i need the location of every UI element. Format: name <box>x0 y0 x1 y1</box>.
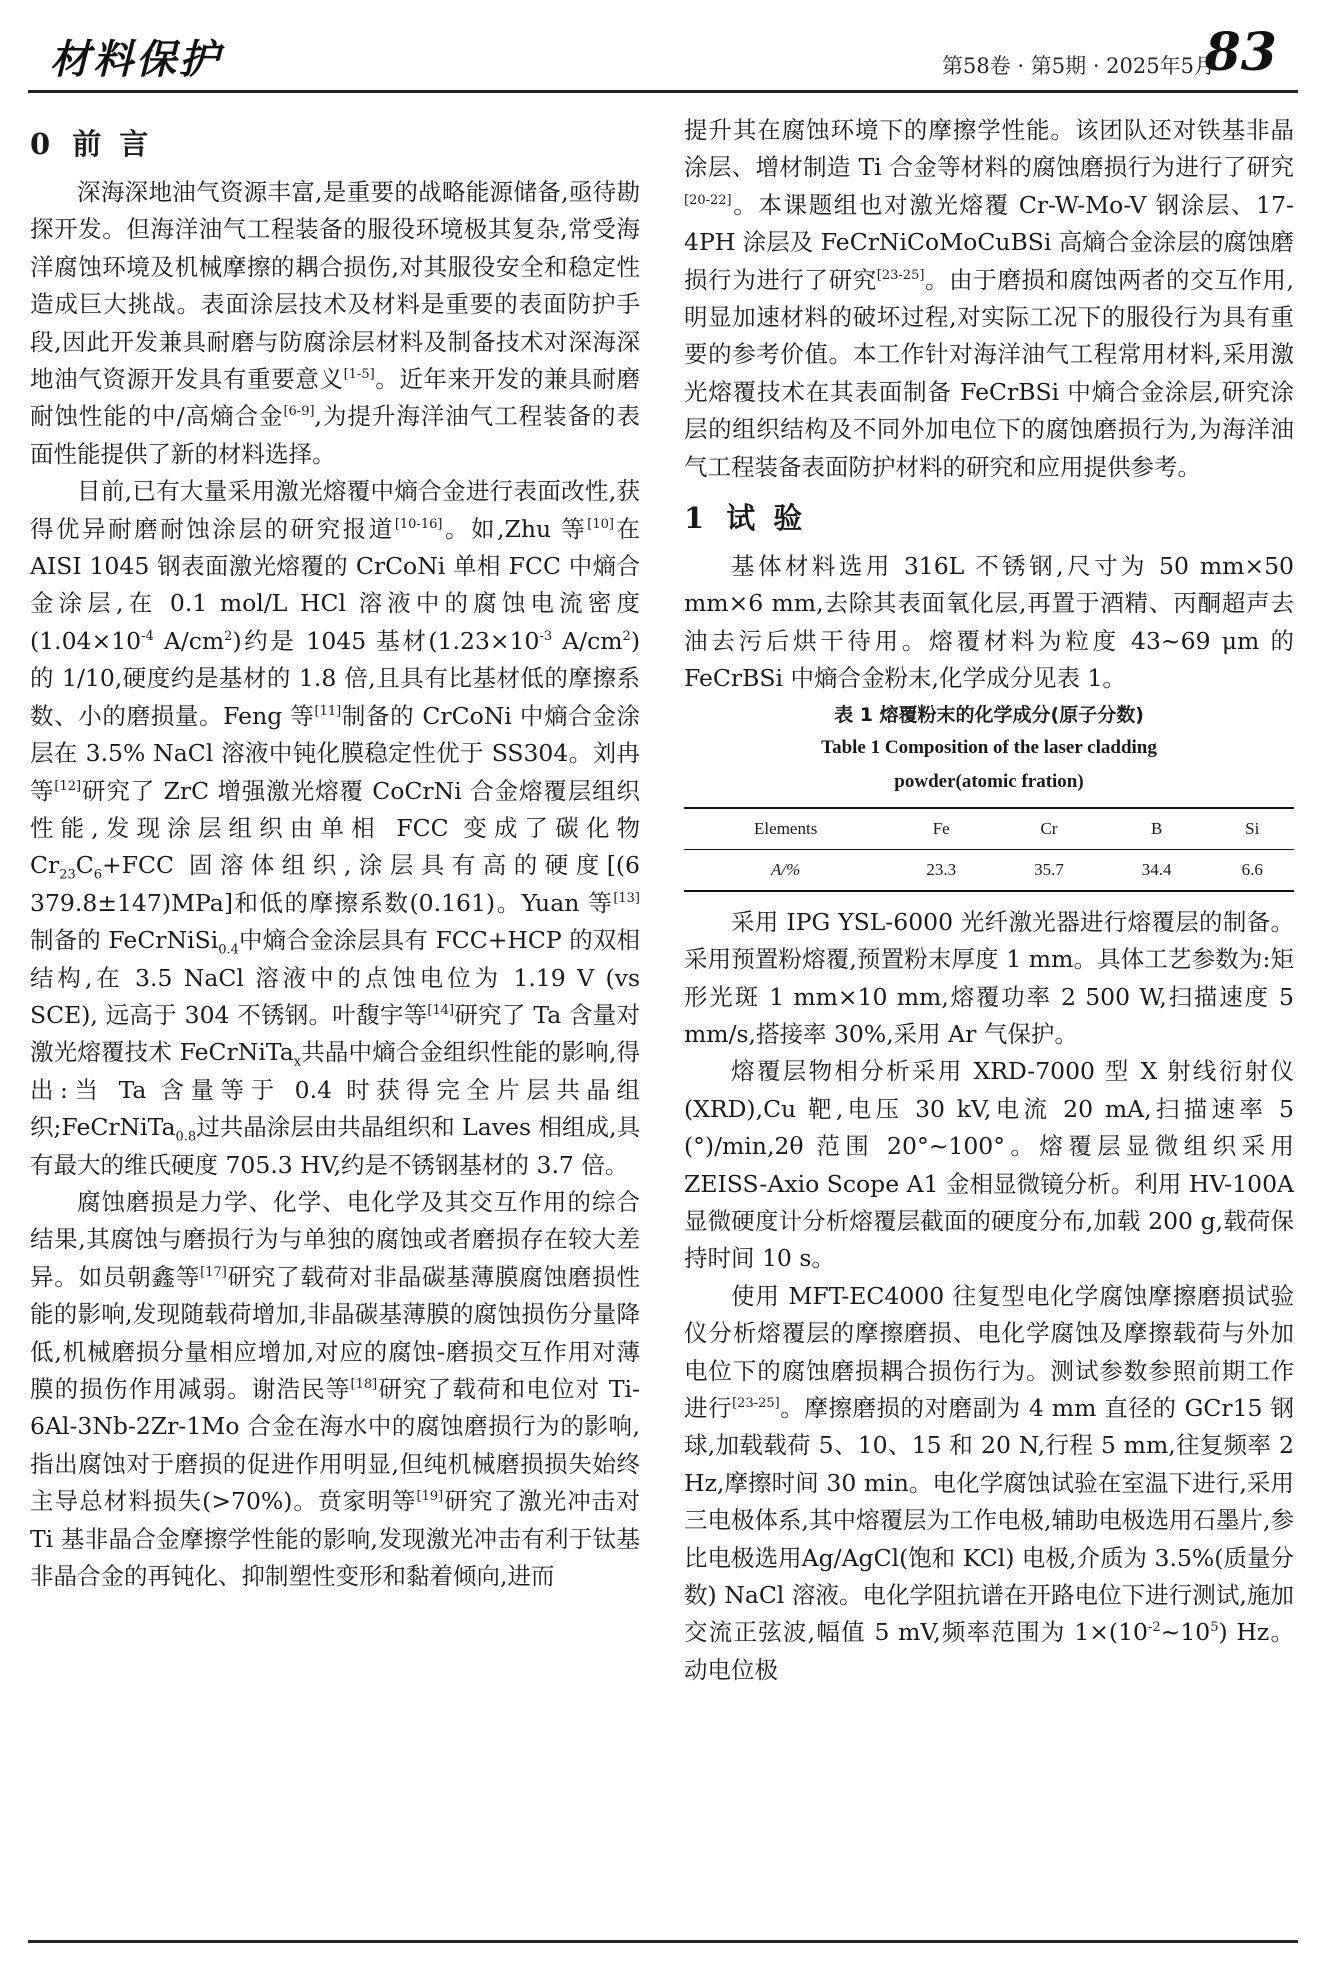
paragraph: 深海深地油气资源丰富,是重要的战略能源储备,亟待勘探开发。但海洋油气工程装备的服役环境极其复杂,常受海洋腐蚀环境及机械摩擦的耦合损伤,对其服役安全和稳定性造成巨大挑战。表面涂层技术及材料是重要的表面防护手段,因此开发兼具耐磨与防腐涂层材料及制备技术对深海深地油气资源开发具有重要意义[1-5]。近年来开发的兼具耐磨耐蚀性能的中/高熵合金[6-9],为提升海洋油气工程装备的表面性能提供了新的材料选择。 <box>30 178 641 468</box>
table-caption-cn: 表 1 熔覆粉末的化学成分(原子分数) <box>834 703 1144 726</box>
page-header <box>0 0 1325 95</box>
table-header-row <box>684 808 1294 850</box>
citation: [12] <box>54 778 82 794</box>
footer-rule <box>28 1940 1298 1943</box>
paragraph: 提升其在腐蚀环境下的摩擦学性能。该团队还对铁基非晶涂层、增材制造 Ti 合金等材料的腐蚀磨损行为进行了研究[20-22]。本课题组也对激光熔覆 Cr-W-Mo-V 钢涂层、17-4PH 涂层及 FeCrNiCoMoCuBSi 高熵合金涂层的腐蚀磨损行为进行了研究[23-25]。由于磨损和腐蚀两者的交互作用,明显加速材料的破坏过程,对实际工况下的服役行为具有重要的参考价值。本工作针对海洋油气工程常用材料,采用激光熔覆技术在其表面制备 FeCrBSi 中熵合金涂层,研究涂层的组织结构及不同外加电位下的腐蚀磨损行为,为海洋油气工程装备表面防护材料的研究和应用提供参考。 <box>684 116 1294 481</box>
table-header-cell: Si <box>1211 808 1294 850</box>
paragraph: 使用 MFT-EC4000 往复型电化学腐蚀摩擦磨损试验仪分析熔覆层的摩擦磨损、电化学腐蚀及摩擦载荷与外加电位下的腐蚀磨损耦合损伤行为。测试参数参照前期工作进行[23-25]。摩擦磨损的对磨副为 4 mm 直径的 GCr15 钢球,加载载荷 5、10、15 和 20 N,行程 5 mm,往复频率 2 Hz,摩擦时间 30 min。电化学腐蚀试验在室温下进行,采用三电极体系,其中熔覆层为工作电极,辅助电极选用石墨片,参比电极选用Ag/AgCl(饱和 KCl) 电极,介质为 3.5%(质量分数) NaCl 溶液。电化学阻抗谱在开路电位下进行测试,施加交流正弦波,幅值 5 mV,频率范围为 $1\times(10^{-2}\sim 10^5)$ Hz。动电位极 <box>684 1281 1294 1684</box>
citation: [6-9] <box>283 404 315 420</box>
citation: [18] <box>350 1377 378 1393</box>
citation: [10-16] <box>394 516 443 532</box>
citation: [11] <box>314 703 342 719</box>
citation: [14] <box>427 1003 455 1019</box>
header-rule <box>28 90 1298 93</box>
journal-name: 材料保护 <box>50 36 222 83</box>
issue-info: 第58卷 · 第5期 · 2025年5月 <box>942 54 1215 78</box>
citation: [1-5] <box>343 367 375 383</box>
table-cell: A/% <box>684 849 887 891</box>
table-row <box>684 849 1294 891</box>
section-heading-experiment: 1 试验 <box>684 501 821 536</box>
table-cell: 23.3 <box>887 849 995 891</box>
table-cell: 34.4 <box>1103 849 1211 891</box>
left-column <box>30 112 640 1595</box>
table-header-cell: Elements <box>684 808 887 850</box>
right-column <box>684 112 1294 1689</box>
paragraph: 基体材料选用 316L 不锈钢,尺寸为 50 mm×50 mm×6 mm,去除其表面氧化层,再置于酒精、丙酮超声去油去污后烘干待用。熔覆材料为粒度 43~69 μm 的 FeCrBSi 中熵合金粉末,化学成分见表 1。 <box>684 552 1294 693</box>
table-header-cell: Cr <box>995 808 1103 850</box>
citation: [17] <box>200 1264 227 1280</box>
composition-table <box>684 807 1294 892</box>
citation: [23-25] <box>876 267 925 283</box>
section-heading-introduction: 0 前言 <box>30 127 167 161</box>
paragraph: 熔覆层物相分析采用 XRD-7000 型 X 射线衍射仪(XRD),Cu 靶,电压 30 kV,电流 20 mA,扫描速率 5 (°)/min,2θ 范围 20°~100°。熔覆层显微组织采用 ZEISS-Axio Scope A1 金相显微镜分析。利用 HV-100A 显微硬度计分析熔覆层截面的硬度分布,加载 200 g,载荷保持时间 10 s。 <box>684 1057 1294 1273</box>
table-cell: 35.7 <box>995 849 1103 891</box>
paragraph: 采用 IPG YSL-6000 光纤激光器进行熔覆层的制备。采用预置粉熔覆,预置粉末厚度 1 mm。具体工艺参数为:矩形光斑 1 mm×10 mm,熔覆功率 2 500 W,扫描速度 5 mm/s,搭接率 30%,采用 Ar 气保护。 <box>684 907 1294 1048</box>
citation: [20-22] <box>684 192 732 208</box>
citation: [23-25] <box>732 1396 780 1412</box>
table-header-cell: Fe <box>887 808 995 850</box>
table-caption-en: Table 1 Composition of the laser cladding powder(atomic fration) <box>821 736 1157 792</box>
page-number: 83 <box>1204 22 1277 83</box>
table-header-cell: B <box>1103 808 1211 850</box>
paragraph: 目前,已有大量采用激光熔覆中熵合金进行表面改性,获得优异耐磨耐蚀涂层的研究报道[10-16]。如,Zhu 等[10]在 AISI 1045 钢表面激光熔覆的 CrCoNi 单相 FCC 中熵合金涂层,在 0.1 mol/L HCl 溶液中的腐蚀电流密度($1.04\times 10^{-4}$ $A/cm^2$)约是 1045 基材($1.23\times 10^{-3}$ $A/cm^2$)的 1/10,硬度约是基材的 1.8 倍,且具有比基材低的摩擦系数、小的磨损量。Feng 等[11]制备的 CrCoNi 中熵合金涂层在 3.5% NaCl 溶液中钝化膜稳定性优于 SS304。刘冉等[12]研究了 ZrC 增强激光熔覆 CoCrNi 合金熔覆层组织性能,发现涂层组织由单相 FCC 变成了碳化物 $Cr_{23}C_6+FCC$ 固溶体组织,涂层具有高的硬度[(6 379.8±147)MPa]和低的摩擦系数(0.161)。Yuan 等[13]制备的 FeCrNiSi$_{0.4}$中熵合金涂层具有 FCC+HCP 的双相结构,在 3.5 NaCl 溶液中的点蚀电位为 1.19 V (vs SCE), 远高于 304 不锈钢。叶馥宇等[14]研究了 Ta 含量对激光熔覆技术 FeCrNiTa$_x$共晶中熵合金组织性能的影响,得出:当 Ta 含量等于 0.4 时获得完全片层共晶组织;FeCrNiTa$_{0.8}$过共晶涂层由共晶组织和 Laves 相组成,具有最大的维氏硬度 705.3 HV,约是不锈钢基材的 3.7 倍。 <box>30 477 641 1179</box>
citation: [13] <box>613 890 640 906</box>
table-cell: 6.6 <box>1211 849 1294 891</box>
citation: [10] <box>587 516 614 532</box>
paragraph: 腐蚀磨损是力学、化学、电化学及其交互作用的综合结果,其腐蚀与磨损行为与单独的腐蚀或者磨损存在较大差异。如员朝鑫等[17]研究了载荷对非晶碳基薄膜腐蚀磨损性能的影响,发现随载荷增加,非晶碳基薄膜的腐蚀损伤分量降低,机械磨损分量相应增加,对应的腐蚀-磨损交互作用对薄膜的损伤作用减弱。谢浩民等[18]研究了载荷和电位对 Ti-6Al-3Nb-2Zr-1Mo 合金在海水中的腐蚀磨损行为的影响,指出腐蚀对于磨损的促进作用明显,但纯机械磨损损失始终主导总材料损失(>70%)。贲家明等[19]研究了激光冲击对 Ti 基非晶合金摩擦学性能的影响,发现激光冲击有利于钛基非晶合金的再钝化、抑制塑性变形和黏着倾向,进而 <box>30 1187 641 1591</box>
citation: [19] <box>416 1489 444 1505</box>
